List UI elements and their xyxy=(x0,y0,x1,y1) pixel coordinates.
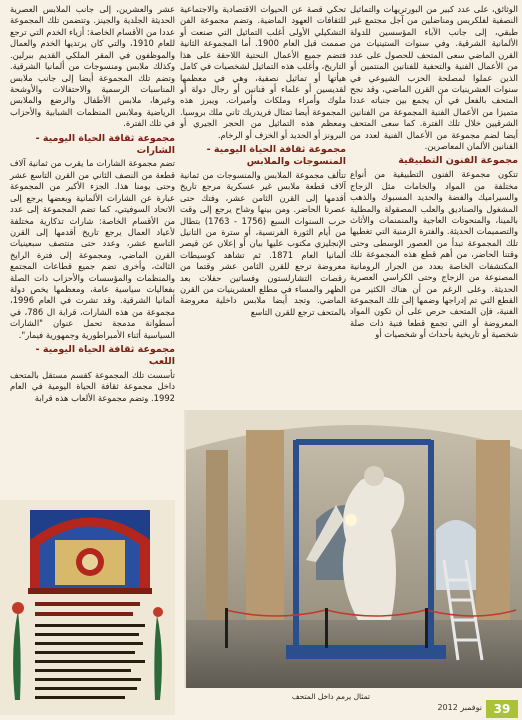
textiles-paragraph: تتألف مجموعة الملابس والمنسوجات من ثمانية آلاف قطعة ملابس غير عسكرية مرجع تاريخ أقدمها إلى القرن الثامن عشر، وفتك حتى عصرنا الحاضر. ومن بينها وشاح يرجع إلى وقت حرب السنوات السبع (1756 - 1763) بتطال من أيام الثورة الفرنسية، أو سترة من التانيل الإنجليزي مكتوب عليها بيان أو إعلان عن قيصر ألمانيا العام 1871. ثم تشاهد كوسيطات معروضة ترجع للقرن الثامن عشر وقتما من رقصات التشارلستون وفساتين حفلات بعد الظهر والمساء في مطلع العشرينيات من القرن الماضي. وتجد أيضا ملابس داخلية معروضة بالمتحف ترجع للقرن التاسع xyxy=(180,169,346,317)
issue-date: نوفمبر 2012 xyxy=(437,703,482,712)
page-number: 39 xyxy=(486,700,518,718)
illuminated-manuscript-image xyxy=(0,500,175,715)
page-footer xyxy=(420,700,522,720)
section-title-textiles: مجموعة ثقافة الحياة اليومية - المنسوجات والملابس xyxy=(206,144,346,167)
applied-arts-paragraph: تتكون مجموعة الفنون التطبيقية من أنواع مختلفة من المواد والخامات مثل الزجاج والسيراميك والفضة والحديد المسبوك والذهب المشغول والصناديق والعلب المصقولة والمطلية بالمينا، والمنحوتات العاجية والمنمنمات والأثاث والتصميمات الحديثة. والفترة الزمنية التي تغطيها تلك المجموعة تبدأ من العصور الوسطى وحتى وقتنا الحاضر، من أهم قطع هذه المجموعة تلك المكتشفات الخاصة بعدد من الجرار الرومانية المصنوعة من الزجاج وحتى الكراسي العصرية الحديثة. وعلى الرغم من أن هناك الكثير من القطع التي تم إدراجها وضمها إلى تلك المجموعة الفنية، فإن المتحف حرص على أن تكون المواد المعروضة أو التي تجمع قطعا فنية ذات صلة شخصية أو تاريخية بأحداث أو شخصيات أو xyxy=(350,169,518,340)
column-left-intro: عشر والعشرين، إلى جانب الملابس العصرية الحديثة الجلدية والجينز. وتتضمن تلك المجموعة عددا من الأقسام الخاصة: أزياء الخدم التي ترجع للعام 1910، والتي كان يرتديها الخدم والعمال والموظفون في المقر الملكي القديم ببرلين. وكذلك ملابس ومنسوجات من ألمانيا الشرقية. وتضم تلك المجموعة أيضا إلى جانب ملابس المناسبات الرسمية والاحتفالات والأوشحة وغيرها، ملابس الأطفال والرضع والملابس الرياضية وملابس المنظمات الشبابية والأحزاب في تلك الفترة. xyxy=(10,4,175,129)
section-title-posters: مجموعة ثقافة الحياة اليومية - الشارات xyxy=(35,132,175,156)
column-right xyxy=(350,4,518,343)
column-right-intro: الوثائق، على عدد كبير من البورتريهات والتماثيل النصفية لفلكريس ومناضلين من آجل مجتمع غير طبقي، إلى جانب الآباء المؤسسين للدولة الألمانية الشرقية. وفي سنوات الستينيات من القرن الماضي سعى المتحف للحصول على عدد من الأعمال الفنية والتحفية للفنانين المنتمين أو الذين عملوا لمصلحة الحزب الشيوعي في سنوات العشرينيات من القرن الماضي، وقد نجح المتحف بالفعل في أن يجمع بين جنباته عددا متميزا من الأعمال الفنية المجموعة من الفنانين الشرقيين خلال تلك الفترة. كما سعى المتحف أيضا لضم مجموعة من الأعمال الفنية لعدد من الفنانين الألمان المعاصرين. xyxy=(350,4,518,152)
photo-caption: تمثال يرمم داخل المتحف xyxy=(291,692,370,701)
museum-restoration-photo xyxy=(184,410,522,688)
section-title-applied-arts: مجموعة الفنون التطبيقية xyxy=(398,155,518,167)
section-title-games: مجموعة ثقافة الحياة اليومية - اللعب xyxy=(35,344,175,368)
column-middle xyxy=(180,4,346,320)
column-middle-intro: تحكي قصة عن الحيوات الاقتصادية والاجتماعية للثقافات العهود الماضية. وتضم مجموعة الفن التشكيلي الأولى أغلب التماثيل التي صنعت أو صممت قبل العام 1900. أما المجموعة الثانية فتضم جميع الأعمال النحتية اللاحقة على هذا التاريخ، وأغلب هذه التماثيل لشخصيات في كامل هيأتها أو تماثيل نصفية، وهي في معظمها لقديسين أو علماء أو فنانين أو رجال دولة أو ملوك وأمراء وملكات وأميرات. ويبرز هذه المجموعة أيضا تمثال فريدريك ثاني ملك بروسيا. ومعظم هذه التماثيل من الحجر الجيري أو البرونز أو الحديد أو الخزف أو الرخام. xyxy=(180,4,346,140)
column-left xyxy=(10,4,175,406)
games-paragraph: تأسست تلك المجموعة كقسم مستقل بالمتحف داخل مجموعة ثقافة الحياة اليومية في العام 1992. وتضم مجموعة الألعاب هذه قرابة xyxy=(10,369,175,403)
posters-paragraph: تضم مجموعة الشارات ما يقرب من ثمانية آلاف قطعة من النصف الثاني من القرن التاسع عشر وحتى يومنا هذا. الجزء الأكبر من المجموعة عبارة عن الشارات الألمانية وبعضها يرجع إلى الاتحاد السوفيتي، كما تضم المجموعة إلى عدد من الأقسام الخاصة: شارات تذكارية مختلفة لأعياد العمال يرجع تاريخ أقدمها إلى القرن التاسع عشر، وعدد حتى منتصف سبعينيات القرن الماضي، ومجموعة إلى فترة الرايخ الثالث، وأخرى تضم جميع قطاعات المجتمع والمنظمات والمؤسسات والأحزاب ذات الصلة بفعاليات سياسية عامة، ومعظمها يخص دولة ألمانيا الشرقية. وقد تشرت في العام 1996، مجموعة من هذه الشارات، قرابة ال 786، في أسطوانة مدمجة تحمل عنوان "الشارات السياسية أثناء الأمبراطورية وجمهورية فيمار". xyxy=(10,158,175,340)
